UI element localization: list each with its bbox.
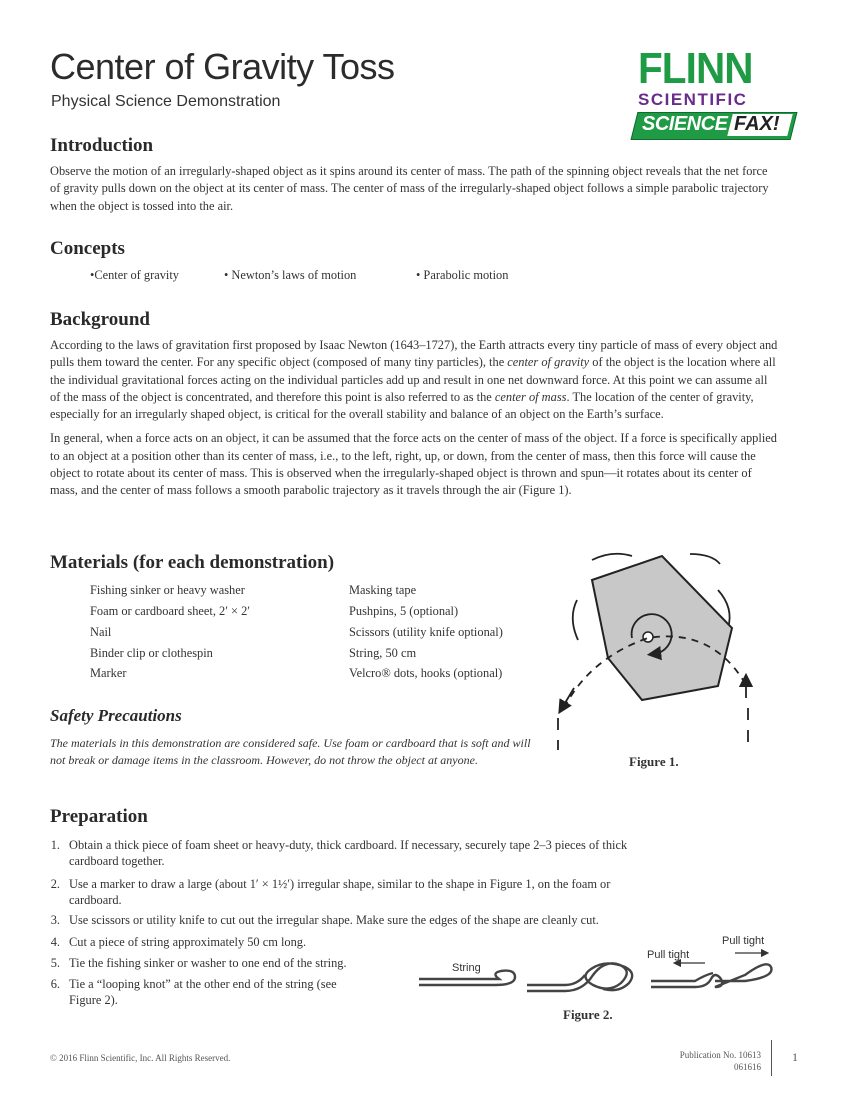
safety-text: The materials in this demonstration are considered safe. Use foam or cardboard that is soft and will not break or damage items in the classroom. However, do not throw the object at anyone.: [50, 736, 531, 767]
logo-flinn: FLINN: [638, 44, 753, 93]
background-paragraph-2: In general, when a force acts on an object, it can be assumed that the force acts on the center of mass of the object. If a force is specifically applied to an object at a position other than its center of mass, i.e., to the left, right, up, or down, from the center of mass, then this force will cause the object to rotate about its center of mass. This is observed when the irregularly-shaped object is thrown and spun—it rotates about its center of mass, and the center of mass follows a smooth parabolic trajectory as it travels through the air (Figure 1).: [50, 431, 777, 498]
page-number: 1: [792, 1050, 798, 1064]
material-item: Scissors (utility knife optional): [349, 625, 503, 639]
knot-tail: [527, 975, 585, 985]
page-subtitle: Physical Science Demonstration: [51, 93, 281, 110]
page-title: Center of Gravity Toss: [50, 46, 395, 87]
label-pull-tight-2: Pull tight: [722, 935, 765, 947]
concepts-heading: Concepts: [50, 238, 125, 259]
concept-item: • Parabolic motion: [416, 268, 509, 282]
knot-loop: [527, 963, 632, 991]
copyright: © 2016 Flinn Scientific, Inc. All Rights Reserved.: [50, 1053, 231, 1063]
step-text-cont: cardboard together.: [69, 854, 165, 868]
bg-text: . The location of the center of gravity, especially for an irregularly shaped object, is critical for the overall stability and balance of an object on the Earth’s surface.: [50, 389, 754, 422]
material-item: Foam or cardboard sheet, 2′ × 2′: [90, 604, 251, 618]
concept-item: •Center of gravity: [90, 268, 179, 282]
material-item: Pushpins, 5 (optional): [349, 604, 459, 618]
step-number: 4.: [50, 935, 60, 949]
material-item: Fishing sinker or heavy washer: [90, 583, 245, 597]
logo-fax: FAX!: [734, 113, 780, 135]
preparation-heading: Preparation: [50, 806, 148, 827]
materials-heading: Materials (for each demonstration): [50, 552, 335, 573]
tight-knot: [651, 964, 771, 987]
logo-scientific: SCIENTIFIC: [638, 90, 748, 109]
introduction-text: Observe the motion of an irregularly-shaped object as it spins around its center of mass. The path of the spinning object reveals that the net force of gravity pulls down on the object at its center of mass. The center of mass of the irregularly-shaped object follows a simple parabolic trajectory when the object is tossed into the air.: [50, 164, 769, 213]
step-text-cont: Figure 2).: [69, 993, 118, 1007]
footer-divider: [771, 1040, 772, 1076]
concept-item: • Newton’s laws of motion: [224, 268, 357, 282]
step-text: Obtain a thick piece of foam sheet or heavy-duty, thick cardboard. If necessary, securely tape 2–3 pieces of thick: [69, 838, 628, 852]
term-center-of-mass: center of mass: [494, 389, 567, 404]
figure-2-caption: Figure 2.: [563, 1007, 613, 1022]
step-text: Tie a “looping knot” at the other end of the string (see: [69, 977, 337, 991]
material-item: Masking tape: [349, 583, 417, 597]
material-item: Marker: [90, 666, 127, 680]
step-text: Cut a piece of string approximately 50 cm long.: [69, 935, 307, 949]
logo-science: SCIENCE: [642, 113, 728, 135]
step-number: 6.: [50, 977, 60, 991]
label-string: String: [452, 962, 481, 974]
step-text: Tie the fishing sinker or washer to one end of the string.: [69, 956, 347, 970]
step-text-cont: cardboard.: [69, 893, 122, 907]
figure-1-caption: Figure 1.: [629, 754, 679, 769]
step-number: 2.: [50, 877, 60, 891]
bg-text: of the object is the location where all the individual gravitational forces acting on the individual particles add up and result in one net downward force. At this point we can assume all of the mass of the object is concentrated, and therefore this point is also referred to as the: [50, 355, 776, 404]
material-item: Velcro® dots, hooks (optional): [349, 666, 503, 680]
term-center-of-gravity: center of gravity: [507, 355, 590, 370]
label-pull-tight-1: Pull tight: [647, 949, 690, 961]
step-text: Use scissors or utility knife to cut out the irregular shape. Make sure the edges of the shape are cleanly cut.: [69, 913, 599, 927]
material-item: Nail: [90, 625, 112, 639]
tight-knot-tail: [651, 973, 713, 981]
publication-date: 061616: [734, 1062, 761, 1072]
bg-text: According to the laws of gravitation first proposed by Isaac Newton (1643–1727), the Earth attracts every tiny particle of mass of every object and pulls them toward the center. For any specific object (composed of many tiny particles), the: [50, 338, 778, 370]
material-item: Binder clip or clothespin: [90, 646, 213, 660]
publication-number: Publication No. 10613: [679, 1050, 761, 1060]
step-number: 1.: [50, 838, 60, 852]
safety-heading: Safety Precautions: [50, 706, 182, 725]
step-number: 3.: [50, 913, 60, 927]
material-item: String, 50 cm: [349, 646, 417, 660]
background-heading: Background: [50, 309, 150, 330]
step-number: 5.: [50, 956, 60, 970]
step-text: Use a marker to draw a large (about 1′ × 1½′) irregular shape, similar to the shape in Figure 1, on the foam or: [69, 877, 611, 891]
introduction-heading: Introduction: [50, 135, 154, 156]
